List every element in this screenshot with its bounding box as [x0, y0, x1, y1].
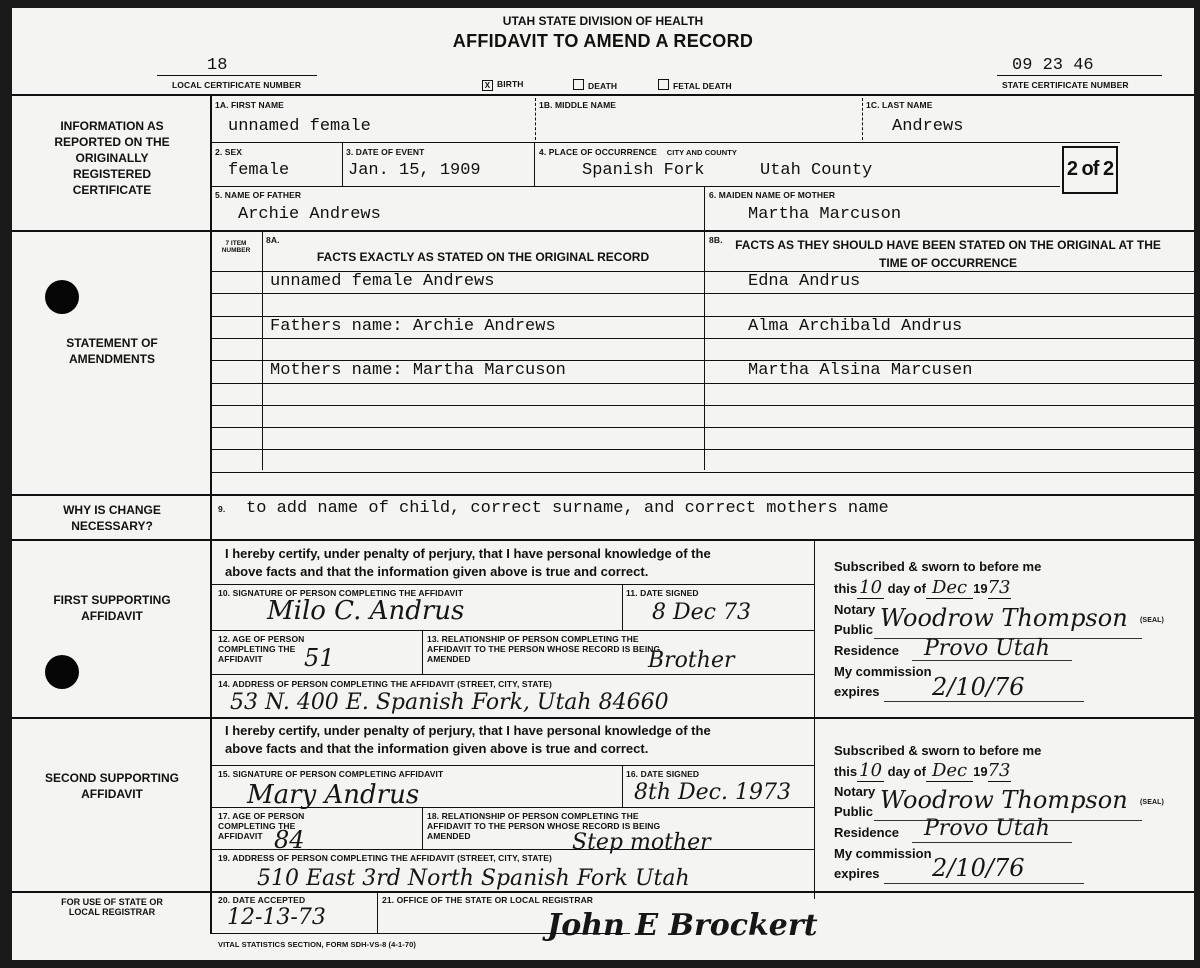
amendment-original: Mothers name: Martha Marcuson	[270, 361, 566, 380]
table-row-divider	[210, 427, 1194, 428]
date-signed-label-1: 11. DATE SIGNED	[626, 588, 699, 598]
notary-day-1: 10	[859, 577, 883, 598]
notary-day-of: day of	[887, 581, 926, 596]
why-number: 9.	[218, 504, 226, 514]
sex-label: 2. SEX	[215, 147, 243, 157]
divider	[210, 674, 814, 675]
address-sublabel: (STREET, CITY, STATE)	[457, 679, 552, 689]
punch-hole	[45, 280, 79, 314]
divider	[210, 933, 630, 934]
notary-date-2	[834, 761, 1011, 782]
age-1: 51	[304, 644, 335, 672]
relationship-label-2: 18. RELATIONSHIP OF PERSON COMPLETING THE AFFIDAVIT TO THE PERSON WHOSE RECORD IS BEING AMENDED	[427, 811, 661, 841]
signature-label-2: 15. SIGNATURE OF PERSON COMPLETING AFFIDAVIT	[218, 769, 444, 779]
col-b-number: 8B.	[709, 235, 723, 245]
expires-1: 2/10/76	[932, 673, 1025, 701]
section-second-affidavit: SECOND SUPPORTING AFFIDAVIT	[44, 771, 179, 801]
place-label-text: 4. PLACE OF OCCURRENCE	[539, 147, 657, 157]
divider	[704, 230, 705, 470]
residence-label-1: Residence	[834, 643, 900, 658]
first-name-value: unnamed female	[228, 117, 371, 136]
place-city-value: Spanish Fork	[582, 161, 705, 180]
age-label-2: 17. AGE OF PERSON COMPLETING THE AFFIDAVIT	[218, 811, 305, 841]
residence-2: Provo Utah	[924, 816, 1050, 841]
divider	[622, 584, 623, 630]
divider	[884, 701, 1084, 702]
section-first-affidavit: FIRST SUPPORTING AFFIDAVIT	[53, 593, 171, 623]
section-amendments: STATEMENT OF AMENDMENTS	[66, 336, 158, 366]
divider	[210, 807, 814, 808]
public-label-1: Public	[834, 622, 874, 637]
commission-label-1: My commission	[834, 664, 932, 679]
divider	[210, 186, 1060, 187]
mother-value: Martha Marcuson	[748, 205, 902, 224]
notary-label-1: Notary	[834, 602, 876, 617]
father-value: Archie Andrews	[238, 205, 381, 224]
notary-year-2: 73	[987, 760, 1011, 781]
notary-year-prefix: 19	[973, 764, 988, 779]
sex-value: female	[228, 161, 290, 180]
amendment-original: unnamed female Andrews	[270, 272, 495, 291]
section-why: WHY IS CHANGE NECESSARY?	[63, 503, 161, 533]
commission-label-2: My commission	[834, 846, 932, 861]
divider	[422, 630, 423, 674]
date-accepted-label: 20. DATE ACCEPTED	[218, 895, 306, 905]
amendment-corrected: Edna Andrus	[748, 272, 861, 291]
date-signed-label-2: 16. DATE SIGNED	[626, 769, 700, 779]
checkbox-fetal-death[interactable]	[658, 79, 669, 90]
amendment-corrected: Alma Archibald Andrus	[748, 317, 963, 336]
address-label-text: 19. ADDRESS OF PERSON COMPLETING THE AFFIDAVIT	[218, 853, 455, 863]
place-county-value: Utah County	[760, 161, 873, 180]
divider	[210, 630, 814, 631]
age-label-1: 12. AGE OF PERSON COMPLETING THE AFFIDAVIT	[218, 634, 305, 664]
signature-2: Mary Andrus	[247, 780, 420, 810]
record-type-death[interactable]	[573, 79, 617, 91]
form-id: VITAL STATISTICS SECTION, FORM SDH-VS-8 (4-1-70)	[218, 940, 417, 949]
address-2: 510 East 3rd North Spanish Fork Utah	[257, 866, 690, 891]
last-name-label: 1C. LAST NAME	[866, 100, 933, 110]
notary-date-1	[834, 578, 1011, 599]
registrar-signature: John E Brockert	[547, 908, 818, 943]
agency-name: UTAH STATE DIVISION OF HEALTH	[502, 14, 704, 28]
certify-statement-2: I hereby certify, under penalty of perjury, that I have personal knowledge of the above facts and that the information given above is true and correct.	[225, 723, 711, 756]
notary-name-1: Woodrow Thompson	[880, 604, 1128, 632]
notary-month-2: Dec	[926, 760, 973, 782]
section-divider	[12, 494, 1194, 496]
record-type-label: FETAL DEATH	[673, 81, 732, 91]
expires-label-2: expires	[834, 866, 880, 881]
amendment-corrected: Martha Alsina Marcusen	[748, 361, 973, 380]
notary-year-prefix: 19	[973, 581, 988, 596]
page-count-stamp: 2 of 2	[1062, 146, 1118, 194]
checkbox-birth[interactable]: X	[482, 80, 493, 91]
date-accepted: 12-13-73	[227, 905, 326, 930]
place-label	[539, 147, 737, 158]
divider	[622, 765, 623, 807]
notary-subscribed-2: Subscribed & sworn to before me	[834, 743, 1042, 758]
state-cert-label: STATE CERTIFICATE NUMBER	[1002, 80, 1129, 90]
divider	[884, 883, 1084, 884]
first-name-label: 1A. FIRST NAME	[215, 100, 284, 110]
punch-hole	[45, 655, 79, 689]
state-cert-number: 09 23 46	[1012, 56, 1094, 75]
divider	[912, 660, 1072, 661]
certify-statement-1: I hereby certify, under penalty of perjury, that I have personal knowledge of the above facts and that the information given above is true and correct.	[225, 546, 711, 579]
date-signed-1: 8 Dec 73	[652, 600, 751, 625]
table-row-divider	[210, 449, 1194, 450]
divider	[862, 98, 863, 140]
seal-label-2: (SEAL)	[1140, 799, 1164, 806]
address-1: 53 N. 400 E. Spanish Fork, Utah 84660	[230, 690, 669, 715]
divider	[342, 142, 343, 186]
signature-1: Milo C. Andrus	[267, 596, 465, 626]
record-type-label: DEATH	[588, 81, 618, 91]
divider	[535, 98, 536, 140]
divider	[210, 584, 814, 585]
item-number-label: 7 ITEM NUMBER	[221, 240, 251, 254]
age-2: 84	[274, 826, 305, 854]
section-registrar: FOR USE OF STATE OR LOCAL REGISTRAR	[61, 897, 163, 917]
father-label: 5. NAME OF FATHER	[215, 190, 302, 200]
col-a-number: 8A.	[266, 235, 280, 245]
col-a-header: FACTS EXACTLY AS STATED ON THE ORIGINAL RECORD	[316, 250, 650, 264]
table-row-divider	[210, 338, 1194, 339]
amendment-original: Fathers name: Archie Andrews	[270, 317, 556, 336]
section-divider	[12, 717, 1194, 719]
divider	[262, 230, 263, 470]
divider	[912, 842, 1072, 843]
divider	[210, 849, 814, 850]
notary-name-2: Woodrow Thompson	[880, 786, 1128, 814]
notary-day-2: 10	[859, 760, 883, 781]
notary-year-1: 73	[987, 577, 1011, 598]
public-label-2: Public	[834, 804, 874, 819]
checkbox-death[interactable]	[573, 79, 584, 90]
date-signed-2: 8th Dec. 1973	[634, 780, 791, 805]
address-sublabel: (STREET, CITY, STATE)	[457, 853, 552, 863]
table-row-divider	[210, 472, 1194, 473]
mother-label: 6. MAIDEN NAME OF MOTHER	[709, 190, 836, 200]
col-b-header: FACTS AS THEY SHOULD HAVE BEEN STATED ON THE ORIGINAL AT THE TIME OF OCCURRENCE	[735, 238, 1161, 270]
residence-1: Provo Utah	[924, 636, 1050, 661]
notary-subscribed-1: Subscribed & sworn to before me	[834, 559, 1042, 574]
divider	[997, 75, 1162, 76]
address-label-text: 14. ADDRESS OF PERSON COMPLETING THE AFFIDAVIT	[218, 679, 455, 689]
affidavit-form	[12, 8, 1194, 960]
last-name-value: Andrews	[892, 117, 964, 136]
record-type-label: BIRTH	[497, 79, 524, 89]
local-cert-label: LOCAL CERTIFICATE NUMBER	[172, 80, 302, 90]
middle-name-label: 1B. MIDDLE NAME	[539, 100, 617, 110]
place-sublabel: CITY AND COUNTY	[666, 148, 738, 157]
divider	[157, 75, 317, 76]
why-value: to add name of child, correct surname, and correct mothers name	[246, 499, 889, 518]
notary-day-of: day of	[887, 764, 926, 779]
section-original-info: INFORMATION AS REPORTED ON THE ORIGINALLY REGISTERED CERTIFICATE	[54, 119, 170, 197]
table-row-divider	[210, 383, 1194, 384]
table-row-divider	[210, 405, 1194, 406]
section-divider	[12, 230, 1194, 232]
form-title: AFFIDAVIT TO AMEND A RECORD	[452, 31, 754, 51]
divider	[210, 765, 814, 766]
address-label-1	[218, 679, 552, 689]
frame-left-column-divider	[210, 94, 212, 934]
section-divider	[12, 539, 1194, 541]
address-label-2	[218, 853, 552, 863]
frame-top	[12, 94, 1194, 96]
seal-label-1: (SEAL)	[1140, 617, 1164, 624]
divider	[814, 717, 815, 899]
relationship-1: Brother	[648, 648, 735, 673]
signature-label-1: 10. SIGNATURE OF PERSON COMPLETING THE AFFIDAVIT	[218, 588, 464, 598]
notary-this: this	[834, 581, 858, 596]
registrar-office-label: 21. OFFICE OF THE STATE OR LOCAL REGISTRAR	[382, 895, 594, 905]
record-type-fetal-death[interactable]	[658, 79, 732, 91]
divider	[704, 186, 705, 230]
record-type-birth[interactable]	[482, 79, 523, 91]
table-row-divider	[210, 293, 1194, 294]
divider	[422, 807, 423, 849]
expires-2: 2/10/76	[932, 854, 1025, 882]
residence-label-2: Residence	[834, 825, 900, 840]
divider	[210, 142, 1120, 143]
divider	[377, 891, 378, 933]
date-of-event-label: 3. DATE OF EVENT	[346, 147, 425, 157]
local-cert-number: 18	[207, 56, 228, 75]
notary-this: this	[834, 764, 858, 779]
section-divider	[12, 891, 1194, 893]
expires-label-1: expires	[834, 684, 880, 699]
relationship-2: Step mother	[572, 830, 711, 855]
notary-label-2: Notary	[834, 784, 876, 799]
relationship-label-1: 13. RELATIONSHIP OF PERSON COMPLETING THE AFFIDAVIT TO THE PERSON WHOSE RECORD IS BEING AMENDED	[427, 634, 661, 664]
divider	[814, 539, 815, 717]
divider	[534, 142, 535, 186]
date-of-event-value: Jan. 15, 1909	[348, 161, 481, 180]
notary-month-1: Dec	[926, 577, 973, 599]
